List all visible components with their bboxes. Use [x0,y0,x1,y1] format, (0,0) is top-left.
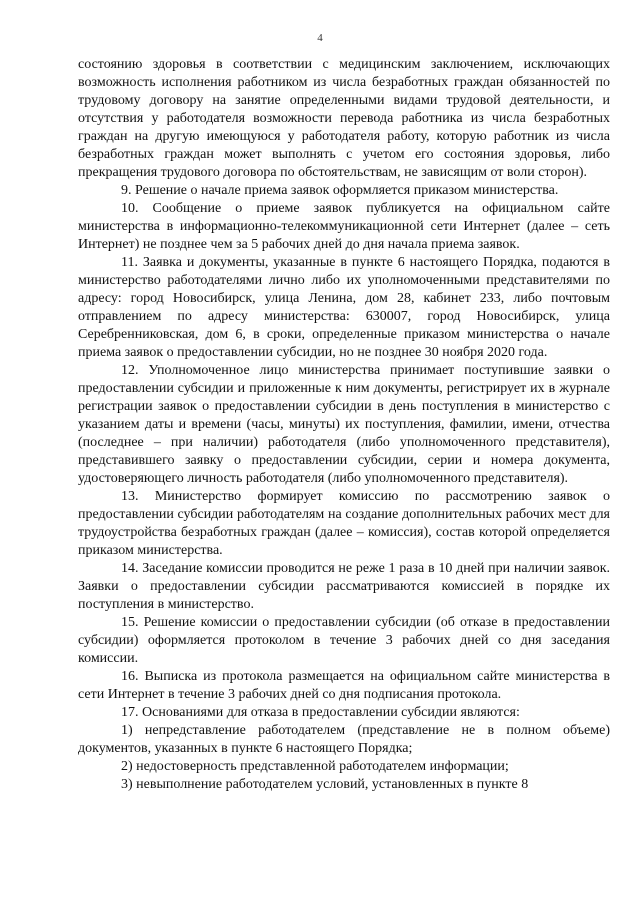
paragraph-11: 11. Заявка и документы, указанные в пункте 6 настоящего Порядка, подаются в министерство работодателями лично либо их уполномоченными представителями по адресу: город Новосибирск, улица Ленина, дом 28, кабинет 233, либо почтовым отправлением по адресу министерства: 630007, город Новосибирск, улица Серебренниковская, дом 6, в сроки, определенные приказом министерства о начале приема заявок о предоставлении субсидии, но не позднее 30 ноября 2020 года. [78,255,610,360]
page-number: 4 [317,32,323,44]
paragraph-16: 16. Выписка из протокола размещается на официальном сайте министерства в сети Интернет в течение 3 рабочих дней со дня подписания протокола. [78,669,610,702]
list-item-2: 2) недостоверность представленной работодателем информации; [121,759,509,774]
paragraph-10: 10. Сообщение о приеме заявок публикуется на официальном сайте министерства в информационно-телекоммуникационной сети Интернет (далее – сеть Интернет) не позднее чем за 5 рабочих дней до дня начала приема заявок. [78,201,610,252]
paragraph-continuation: состоянию здоровья в соответствии с медицинским заключением, исключающих возможность исполнения работником из числа безработных граждан обязанностей по трудовому договору на занятие определенными видами трудовой деятельности, и отсутствия у работодателя возможности перевода работника из числа безработных граждан на другую имеющуюся у работодателя работу, которую работник из числа безработных граждан может выполнять с учетом его состояния здоровья, либо прекращения трудового договора по обстоятельствам, не зависящим от воли сторон). [78,57,610,180]
list-item-3: 3) невыполнение работодателем условий, установленных в пункте 8 [121,777,529,792]
paragraph-9: 9. Решение о начале приема заявок оформляется приказом министерства. [121,183,559,198]
paragraph-14: 14. Заседание комиссии проводится не реже 1 раза в 10 дней при наличии заявок. Заявки о предоставлении субсидии рассматриваются комиссией в порядке их поступления в министерство. [78,561,610,612]
paragraph-12: 12. Уполномоченное лицо министерства принимает поступившие заявки о предоставлении субсидии и приложенные к ним документы, регистрирует их в журнале регистрации заявок о предоставлении субсидии в день поступления в министерство с указанием даты и времени (часы, минуты) их поступления, фамилии, имени, отчества (последнее – при наличии) работодателя (либо уполномоченного представителя), представившего заявку о предоставлении субсидии, серии и номера документа, удостоверяющего личность работодателя (либо уполномоченного представителя). [78,363,610,486]
document-body [78,56,610,794]
paragraph-13: 13. Министерство формирует комиссию по рассмотрению заявок о предоставлении субсидии работодателям на создание дополнительных рабочих мест для трудоустройства безработных граждан (далее – комиссия), состав которой определяется приказом министерства. [78,489,610,558]
list-item-1: 1) непредставление работодателем (представление не в полном объеме) документов, указанных в пункте 6 настоящего Порядка; [78,723,610,756]
paragraph-17: 17. Основаниями для отказа в предоставлении субсидии являются: [121,705,520,720]
paragraph-15: 15. Решение комиссии о предоставлении субсидии (об отказе в предоставлении субсидии) оформляется протоколом в течение 3 рабочих дней со дня заседания комиссии. [78,615,610,666]
